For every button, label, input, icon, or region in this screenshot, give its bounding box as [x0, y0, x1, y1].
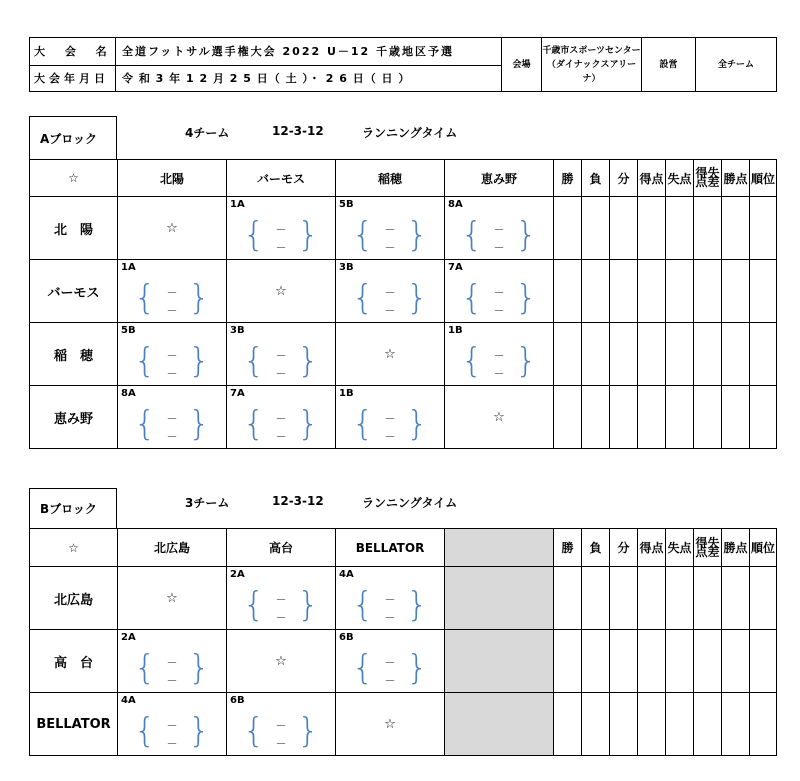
team-row: [30, 693, 777, 756]
score-second-half: －: [493, 304, 505, 317]
score-entry: [461, 217, 537, 255]
self-match-star: ☆: [118, 197, 227, 260]
self-match-star: ☆: [336, 693, 445, 756]
empty-cell: [445, 567, 554, 630]
stat-cell: [582, 323, 610, 386]
score-first-half: －: [166, 412, 178, 425]
block-b-league-table: [29, 528, 777, 756]
stat-cell: [554, 630, 582, 693]
tournament-name-label: 大 会 名: [30, 38, 116, 66]
stat-cell: [666, 323, 694, 386]
score-second-half: －: [166, 367, 178, 380]
match-code: 1A: [230, 199, 245, 210]
self-match-star: ☆: [227, 630, 336, 693]
score-entry: [134, 713, 210, 751]
stat-header-losses: 負: [582, 160, 610, 197]
block-b-col-team: BELLATOR: [336, 529, 445, 567]
stat-cell: [554, 323, 582, 386]
score-entry: [352, 587, 428, 625]
stat-header-draws: 分: [610, 160, 638, 197]
stat-cell: [694, 260, 722, 323]
venue-name: 千歳市スポーツセンター: [542, 45, 641, 56]
block-b-corner: ☆: [30, 529, 118, 567]
empty-cell: [445, 630, 554, 693]
right-brace-icon: }: [297, 404, 319, 444]
score-entry: [134, 343, 210, 381]
block-a-league-table: [29, 159, 777, 449]
score-second-half: －: [384, 430, 396, 443]
match-code: 4A: [121, 695, 136, 706]
right-brace-icon: }: [297, 711, 319, 751]
stat-cell: [722, 197, 750, 260]
score-first-half: －: [275, 223, 287, 236]
stat-cell: [554, 567, 582, 630]
tournament-date-value: 令 和 3 年 1 2 月 2 5 日（ 土 ）・ 2 6 日（ 日 ）: [116, 65, 502, 92]
score-second-half: －: [166, 674, 178, 687]
row-team-name: 北 陽: [30, 197, 118, 260]
match-cell: [336, 197, 445, 260]
venue-label: 会場: [502, 38, 542, 92]
match-cell: [445, 323, 554, 386]
team-row: [30, 567, 777, 630]
stat-header-goals-against: 失点: [666, 160, 694, 197]
score-entry: [243, 713, 319, 751]
block-a-col-team: バーモス: [227, 160, 336, 197]
setup-value: 全チーム: [696, 38, 777, 92]
stat-cell: [694, 693, 722, 756]
stat-cell: [582, 630, 610, 693]
stat-cell: [610, 567, 638, 630]
score-first-half: －: [166, 349, 178, 362]
right-brace-icon: }: [406, 648, 428, 688]
left-brace-icon: {: [352, 278, 374, 318]
setup-label: 設営: [642, 38, 696, 92]
stat-cell: [638, 323, 666, 386]
left-brace-icon: {: [134, 341, 156, 381]
match-cell: [118, 630, 227, 693]
score-second-half: －: [384, 241, 396, 254]
right-brace-icon: }: [297, 215, 319, 255]
match-cell: [227, 323, 336, 386]
left-brace-icon: {: [461, 341, 483, 381]
block-b-col-team: 高台: [227, 529, 336, 567]
stat-cell: [610, 630, 638, 693]
stat-cell: [694, 567, 722, 630]
left-brace-icon: {: [243, 215, 265, 255]
stat-cell: [722, 260, 750, 323]
stat-header-draws: 分: [610, 529, 638, 567]
score-second-half: －: [166, 430, 178, 443]
score-entry: [243, 343, 319, 381]
stat-cell: [666, 630, 694, 693]
score-second-half: －: [275, 430, 287, 443]
row-team-name: 恵み野: [30, 386, 118, 449]
stat-cell: [582, 260, 610, 323]
stat-cell: [750, 260, 777, 323]
stat-cell: [638, 693, 666, 756]
match-code: 4A: [339, 569, 354, 580]
stat-cell: [554, 693, 582, 756]
stat-header-goal-diff: 得失点差: [694, 529, 722, 567]
left-brace-icon: {: [243, 585, 265, 625]
right-brace-icon: }: [188, 278, 210, 318]
stat-cell: [722, 323, 750, 386]
score-second-half: －: [384, 304, 396, 317]
team-row: [30, 386, 777, 449]
stat-cell: [582, 386, 610, 449]
stat-cell: [722, 630, 750, 693]
stat-header-wins: 勝: [554, 529, 582, 567]
score-first-half: －: [493, 286, 505, 299]
match-code: 1A: [121, 262, 136, 273]
stat-cell: [610, 260, 638, 323]
block-a-col-team: 恵み野: [445, 160, 554, 197]
match-cell: [118, 693, 227, 756]
tournament-date-label: 大会年月日: [30, 65, 116, 92]
block-a-time-type: ランニングタイム: [362, 126, 458, 140]
stat-cell: [638, 260, 666, 323]
match-cell: [445, 260, 554, 323]
stat-cell: [582, 197, 610, 260]
match-cell: [227, 693, 336, 756]
stat-cell: [554, 386, 582, 449]
right-brace-icon: }: [515, 215, 537, 255]
match-code: 6B: [339, 632, 354, 643]
score-second-half: －: [384, 674, 396, 687]
right-brace-icon: }: [406, 585, 428, 625]
score-entry: [243, 406, 319, 444]
match-cell: [118, 260, 227, 323]
stat-header-rank: 順位: [750, 160, 777, 197]
match-code: 3B: [230, 325, 245, 336]
score-entry: [461, 343, 537, 381]
match-cell: [118, 386, 227, 449]
right-brace-icon: }: [406, 215, 428, 255]
stat-header-goals-against: 失点: [666, 529, 694, 567]
row-team-name: BELLATOR: [30, 693, 118, 756]
stat-header-rank: 順位: [750, 529, 777, 567]
match-code: 2A: [230, 569, 245, 580]
stat-cell: [554, 260, 582, 323]
stat-cell: [638, 197, 666, 260]
block-a-corner: ☆: [30, 160, 118, 197]
empty-cell: [445, 693, 554, 756]
score-second-half: －: [275, 737, 287, 750]
score-first-half: －: [384, 593, 396, 606]
score-first-half: －: [166, 286, 178, 299]
match-code: 1B: [339, 388, 354, 399]
left-brace-icon: {: [352, 404, 374, 444]
score-entry: [352, 217, 428, 255]
match-code: 6B: [230, 695, 245, 706]
stat-cell: [554, 197, 582, 260]
stat-cell: [750, 323, 777, 386]
score-second-half: －: [493, 241, 505, 254]
stat-cell: [582, 693, 610, 756]
score-second-half: －: [384, 611, 396, 624]
right-brace-icon: }: [188, 404, 210, 444]
left-brace-icon: {: [134, 648, 156, 688]
match-code: 3B: [339, 262, 354, 273]
right-brace-icon: }: [515, 341, 537, 381]
score-second-half: －: [166, 737, 178, 750]
score-entry: [461, 280, 537, 318]
stat-cell: [666, 567, 694, 630]
score-second-half: －: [275, 241, 287, 254]
stat-cell: [610, 693, 638, 756]
stat-cell: [582, 567, 610, 630]
score-entry: [352, 280, 428, 318]
row-team-name: 北広島: [30, 567, 118, 630]
block-b-time-type: ランニングタイム: [362, 496, 458, 510]
match-cell: [336, 386, 445, 449]
self-match-star: ☆: [445, 386, 554, 449]
block-b-col-team: 北広島: [118, 529, 227, 567]
match-code: 5B: [339, 199, 354, 210]
score-first-half: －: [166, 719, 178, 732]
block-b-format: 12-3-12: [272, 494, 324, 508]
stat-header-losses: 負: [582, 529, 610, 567]
stat-header-goal-diff: 得失点差: [694, 160, 722, 197]
stat-cell: [610, 323, 638, 386]
stat-cell: [694, 630, 722, 693]
match-cell: [336, 630, 445, 693]
self-match-star: ☆: [227, 260, 336, 323]
left-brace-icon: {: [134, 711, 156, 751]
right-brace-icon: }: [406, 278, 428, 318]
block-a-col-team: 北陽: [118, 160, 227, 197]
stat-header-points: 勝点: [722, 160, 750, 197]
score-entry: [134, 406, 210, 444]
stat-header-goals-for: 得点: [638, 529, 666, 567]
match-code: 7A: [448, 262, 463, 273]
stat-cell: [750, 386, 777, 449]
left-brace-icon: {: [243, 711, 265, 751]
right-brace-icon: }: [515, 278, 537, 318]
stat-cell: [694, 323, 722, 386]
score-first-half: －: [384, 223, 396, 236]
stat-cell: [750, 197, 777, 260]
venue-subname: （ダイナックスアリーナ）: [546, 59, 637, 84]
match-cell: [118, 323, 227, 386]
match-code: 8A: [121, 388, 136, 399]
team-row: [30, 260, 777, 323]
stat-cell: [722, 386, 750, 449]
stat-header-points: 勝点: [722, 529, 750, 567]
block-b-label: Bブロック: [29, 488, 117, 528]
left-brace-icon: {: [352, 648, 374, 688]
match-cell: [227, 386, 336, 449]
block-a-teams-count: 4チーム: [185, 126, 230, 140]
match-code: 5B: [121, 325, 136, 336]
tournament-header-table: [29, 37, 777, 92]
score-entry: [134, 650, 210, 688]
right-brace-icon: }: [188, 711, 210, 751]
right-brace-icon: }: [188, 341, 210, 381]
stat-cell: [666, 260, 694, 323]
right-brace-icon: }: [188, 648, 210, 688]
stat-cell: [722, 693, 750, 756]
stat-cell: [750, 567, 777, 630]
left-brace-icon: {: [134, 278, 156, 318]
score-entry: [352, 650, 428, 688]
score-first-half: －: [493, 223, 505, 236]
score-first-half: －: [493, 349, 505, 362]
left-brace-icon: {: [352, 215, 374, 255]
score-first-half: －: [166, 656, 178, 669]
self-match-star: ☆: [336, 323, 445, 386]
stat-cell: [750, 693, 777, 756]
match-cell: [227, 197, 336, 260]
match-code: 1B: [448, 325, 463, 336]
row-team-name: 稲 穂: [30, 323, 118, 386]
left-brace-icon: {: [352, 585, 374, 625]
score-first-half: －: [275, 349, 287, 362]
stat-cell: [666, 693, 694, 756]
row-team-name: バーモス: [30, 260, 118, 323]
score-second-half: －: [493, 367, 505, 380]
right-brace-icon: }: [406, 404, 428, 444]
score-second-half: －: [166, 304, 178, 317]
row-team-name: 高 台: [30, 630, 118, 693]
score-entry: [243, 217, 319, 255]
stat-cell: [750, 630, 777, 693]
match-cell: [445, 197, 554, 260]
block-a-format: 12-3-12: [272, 124, 324, 138]
score-second-half: －: [275, 611, 287, 624]
left-brace-icon: {: [461, 215, 483, 255]
stat-cell: [610, 197, 638, 260]
score-first-half: －: [275, 593, 287, 606]
match-cell: [227, 567, 336, 630]
right-brace-icon: }: [297, 585, 319, 625]
stat-cell: [666, 386, 694, 449]
left-brace-icon: {: [243, 404, 265, 444]
match-code: 8A: [448, 199, 463, 210]
self-match-star: ☆: [118, 567, 227, 630]
stat-cell: [722, 567, 750, 630]
stat-cell: [638, 630, 666, 693]
block-b-teams-count: 3チーム: [185, 496, 230, 510]
stat-cell: [694, 197, 722, 260]
match-cell: [336, 260, 445, 323]
score-second-half: －: [275, 367, 287, 380]
score-first-half: －: [384, 286, 396, 299]
score-first-half: －: [384, 656, 396, 669]
score-first-half: －: [384, 412, 396, 425]
left-brace-icon: {: [134, 404, 156, 444]
team-row: [30, 197, 777, 260]
match-cell: [336, 567, 445, 630]
stat-header-wins: 勝: [554, 160, 582, 197]
left-brace-icon: {: [461, 278, 483, 318]
stat-cell: [638, 386, 666, 449]
score-first-half: －: [275, 719, 287, 732]
score-entry: [352, 406, 428, 444]
tournament-name-value: 全道フットサル選手権大会 2022 U－12 千歳地区予選: [116, 38, 502, 66]
stat-cell: [638, 567, 666, 630]
stat-header-goals-for: 得点: [638, 160, 666, 197]
stat-cell: [610, 386, 638, 449]
score-entry: [243, 587, 319, 625]
score-first-half: －: [275, 412, 287, 425]
match-code: 7A: [230, 388, 245, 399]
block-b-empty-column: [445, 529, 554, 567]
score-entry: [134, 280, 210, 318]
stat-cell: [694, 386, 722, 449]
team-row: [30, 630, 777, 693]
block-a-col-team: 稲穂: [336, 160, 445, 197]
venue-value: [542, 38, 642, 92]
left-brace-icon: {: [243, 341, 265, 381]
match-code: 2A: [121, 632, 136, 643]
stat-cell: [666, 197, 694, 260]
block-a-label: Aブロック: [29, 116, 117, 159]
team-row: [30, 323, 777, 386]
right-brace-icon: }: [297, 341, 319, 381]
